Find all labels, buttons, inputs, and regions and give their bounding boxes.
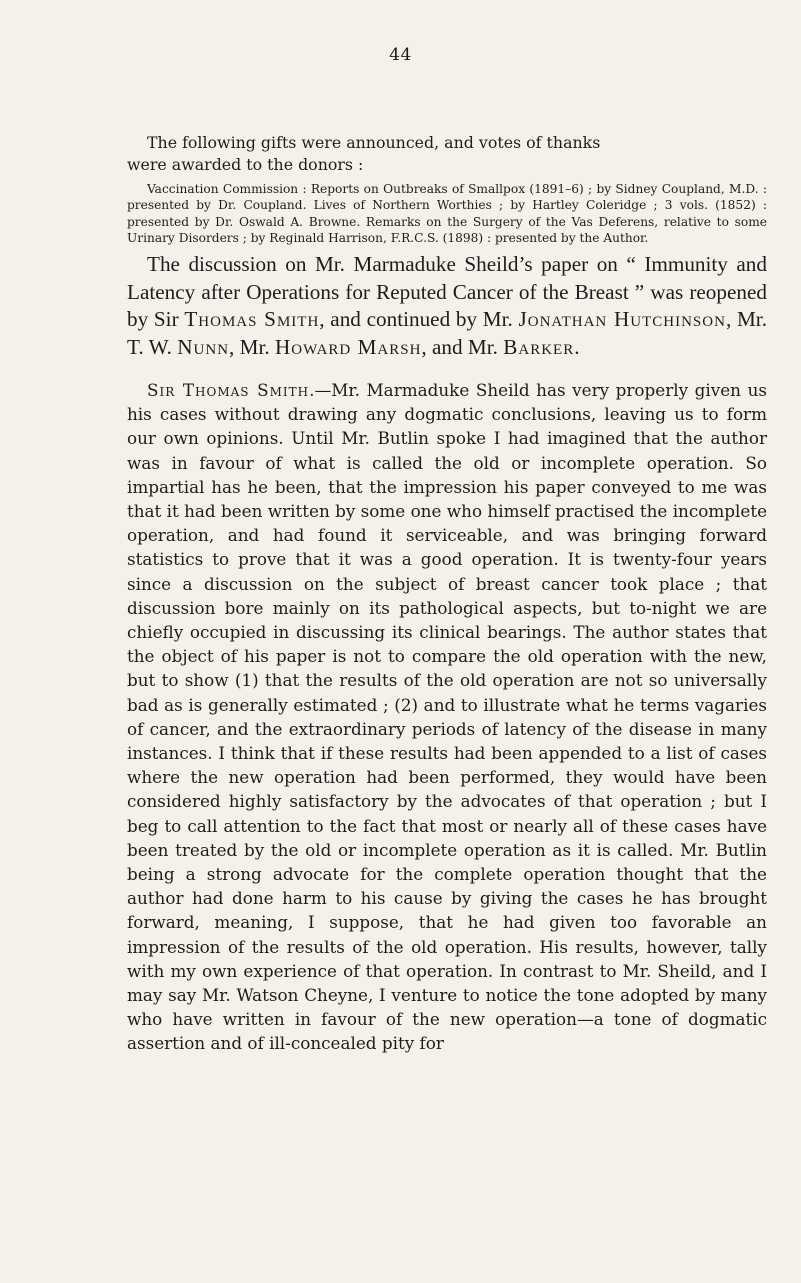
discussion-text-2: , and continued by Mr. [319,307,519,332]
discussion-text-3: , Mr. T. W. [127,307,767,359]
participant-name: Thomas Smith [184,307,320,332]
speech-paragraph [127,378,767,1056]
page-number: 44 [389,45,412,65]
speech-text: .—Mr. Marmaduke Sheild has very properly given us his cases without drawing any dogmatic conclusions, leaving us to form our own opinions. Until Mr. Butlin spoke I had imagined that the author was in favour of what is called the old or incomplete operation. So impartial has he been, that the impression his paper conveyed to me was that it had been written by some one who himself practised the incomplete operation, and had found it serviceable, and was bringing forward statistics to prove that it was a good operation. It is twenty-four years since a discussion on the subject of breast cancer took place ; that discussion bore mainly on its pathological aspects, but to-night we are chiefly occupied in discussing its clinical bearings. The author states that the object of his paper is not to compare the old operation with the new, but to show (1) that the results of the old operation are not so universally bad as is generally estimated ; (2) and to illustrate what he terms vagaries of cancer, and the extraordinary periods of latency of the disease in many instances. I think that if these results had been appended to a list of cases where the new operation had been performed, they would have been considered highly satisfactory by the advocates of that operation ; but I beg to call attention to the fact that most or nearly all of these cases have been treated by the old or incomplete operation as it is called. Mr. Butlin being a strong advocate for the complete operation thought that the author had done harm to his cause by giving the cases he has brought forward, meaning, I suppose, that he had given too favorable an impression of the results of the old operation. His results, however, tally with my own experience of that operation. In contrast to Mr. Sheild, and I may say Mr. Watson Cheyne, I venture to notice the tone adopted by many who have written in favour of the new operation—a tone of dogmatic assertion and of ill-concealed pity for [127,380,767,1054]
participant-name: Nunn [177,334,230,359]
discussion-heading [127,251,767,361]
gifts-announcement [127,132,767,175]
participant-name: Jonathan Hutchinson [518,307,726,332]
donations-list [127,181,767,247]
discussion-text-5: , and Mr. [421,334,504,359]
discussion-paragraph [127,251,767,361]
participant-name: Barker [503,334,575,359]
gifts-announcement-line-2: were awarded to the donors : [127,154,364,174]
gifts-announcement-line-1: The following gifts were announced, and votes of thanks [147,133,601,152]
donations-paragraph: Vaccination Commission : Reports on Outbreaks of Smallpox (1891–6) ; by Sidney Coupland, M.D. : presented by Dr. Coupland. Lives of Northern Worthies ; by Hartley Coleridge ; 3 vols. (1852) : presented by Dr. Oswald A. Browne. Remarks on the Surgery of the Vas Deferens, relative to some Urinary Disorders ; by Reginald Harrison, F.R.C.S. (1898) : presented by the Author. [127,182,767,246]
speech-section [127,378,767,1056]
speaker-name: Sir Thomas Smith [147,380,310,400]
discussion-text-4: , Mr. [229,334,275,359]
discussion-text-1: The discussion on Mr. Marmaduke Sheild’s paper on “ Immunity and Latency after Operations for Reputed Cancer of the Breast ” was reopened by Sir [127,252,767,332]
participant-name: Howard Marsh [274,334,422,359]
discussion-text-6: . [574,334,580,359]
